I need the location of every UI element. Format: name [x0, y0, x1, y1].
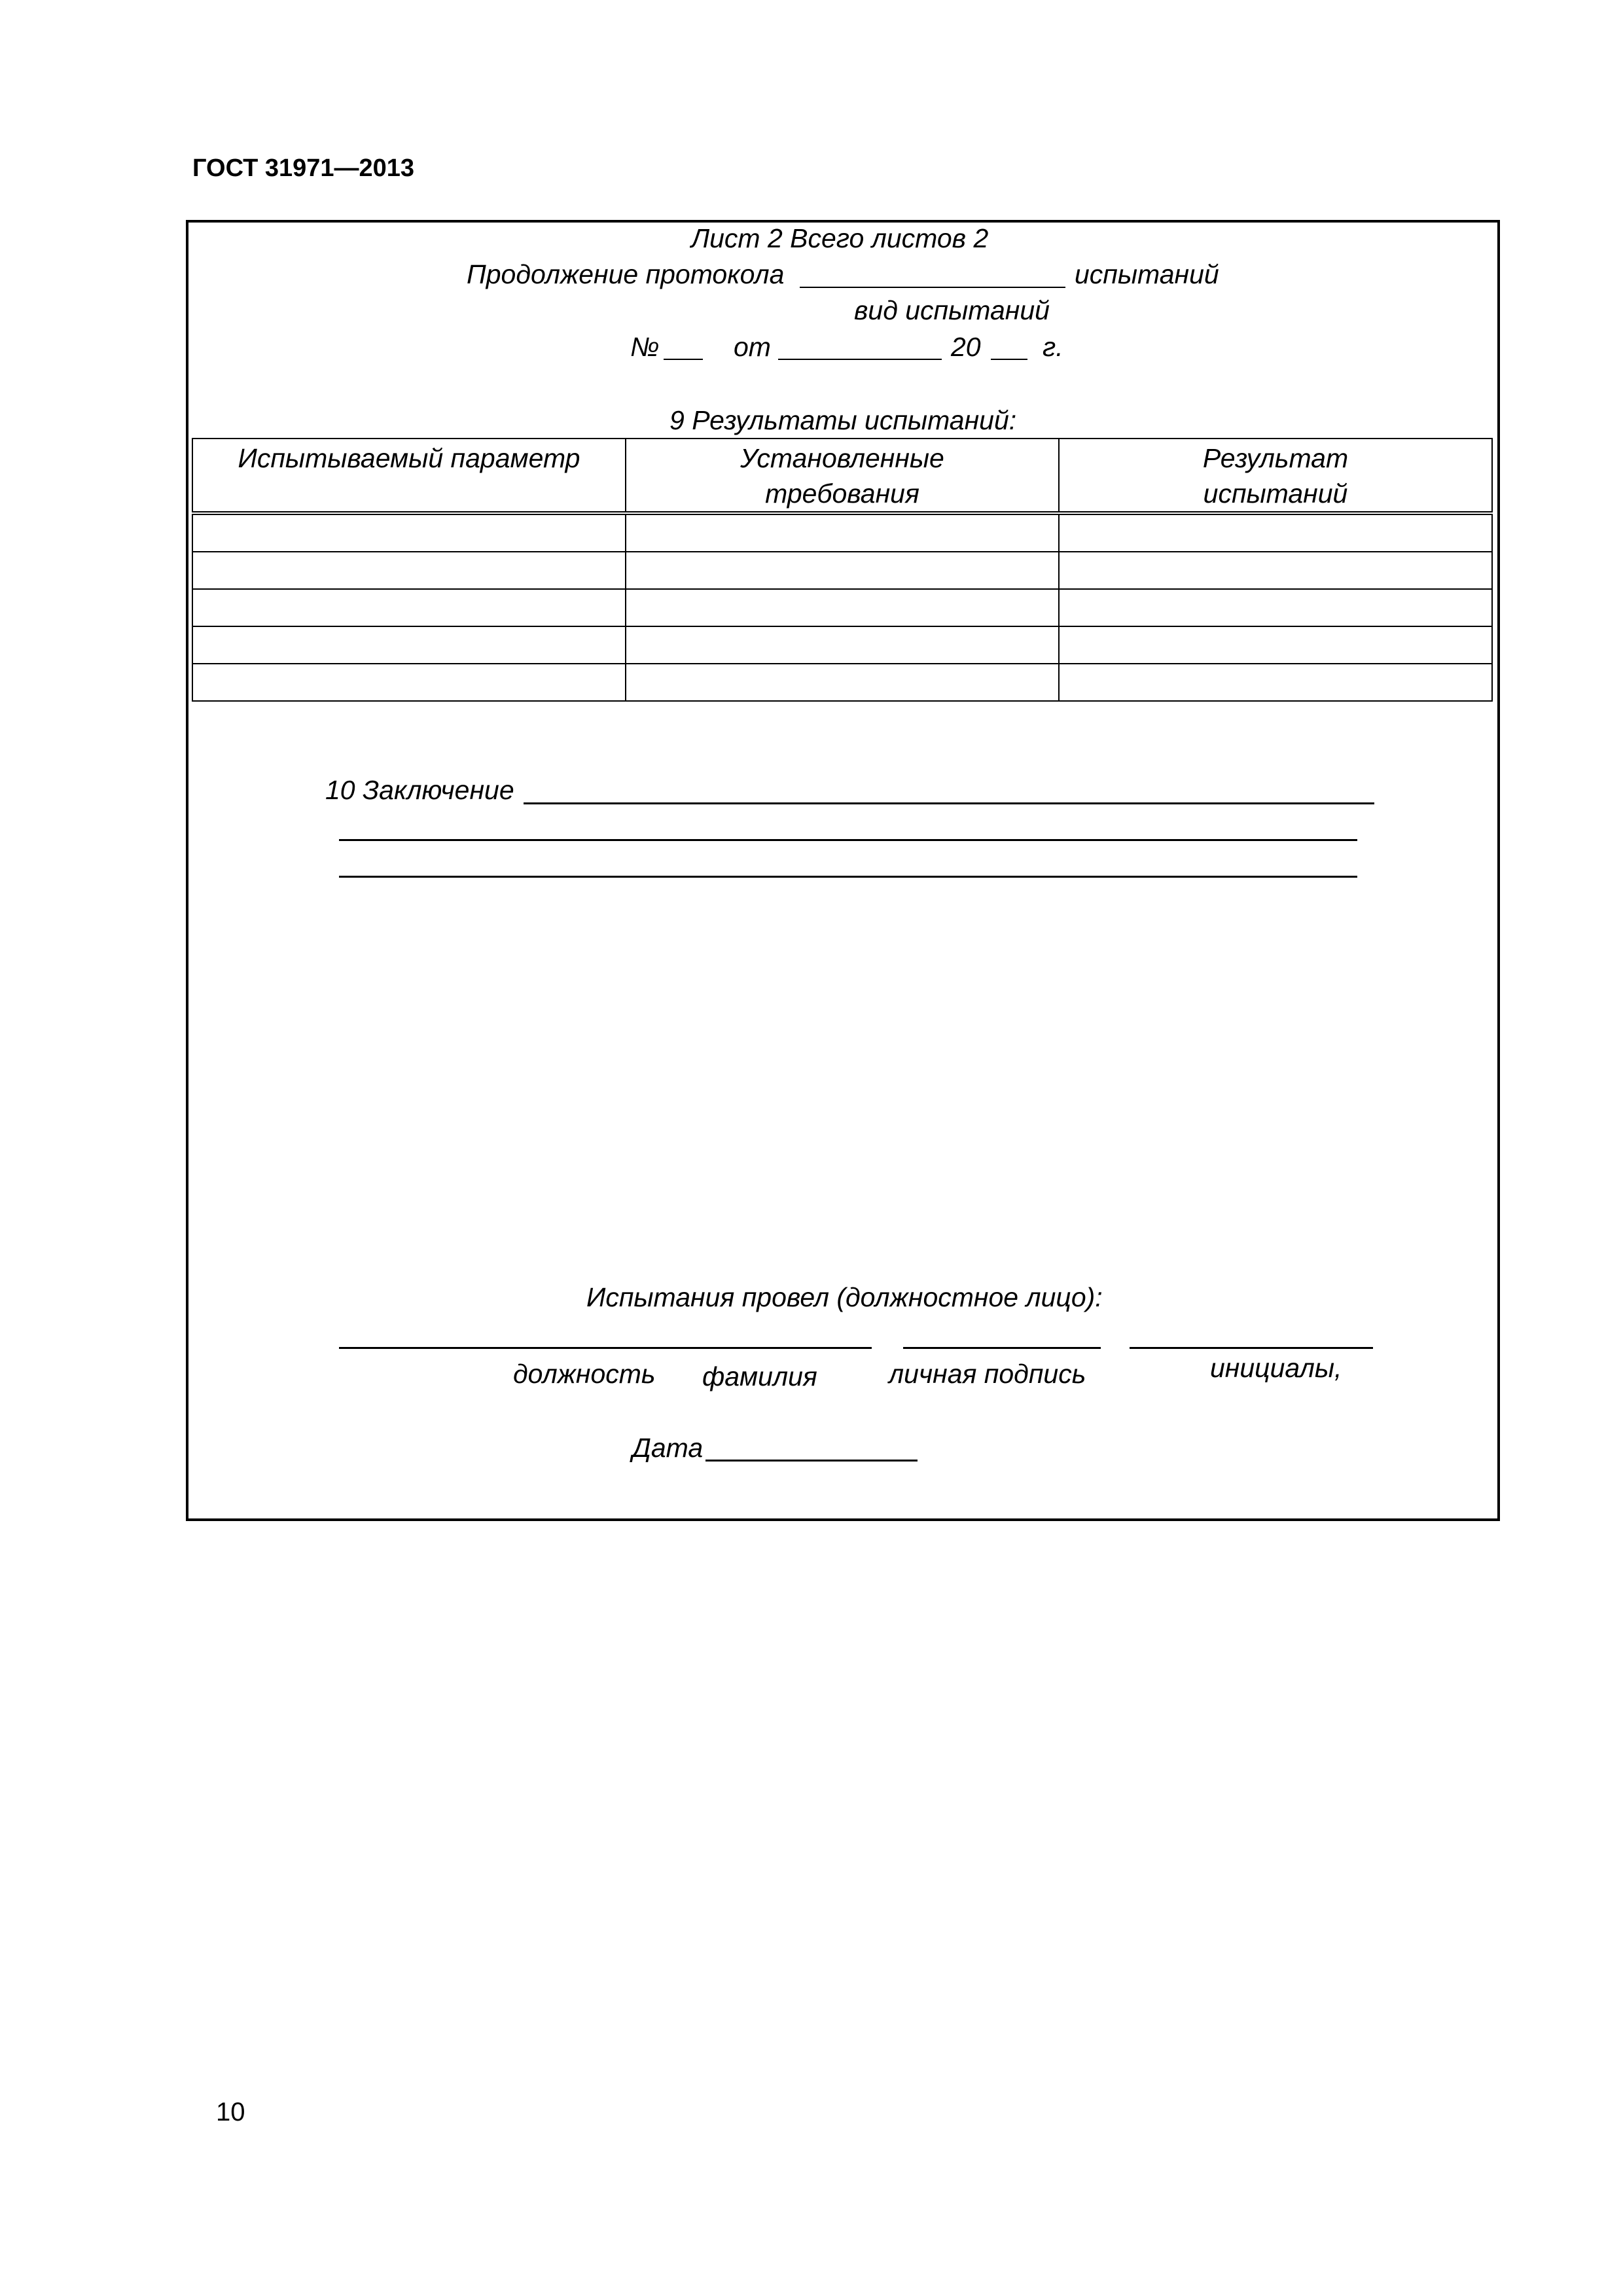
conclusion-label: 10 Заключение [325, 775, 514, 805]
test-type-blank-line [800, 287, 1065, 288]
caption-position: должность [513, 1359, 656, 1389]
conclusion-line-1 [524, 802, 1374, 804]
caption-initials: инициалы, [1210, 1353, 1342, 1383]
results-title: 9 Результаты испытаний: [669, 405, 1017, 435]
caption-surname: фамилия [702, 1361, 817, 1391]
table-row [192, 589, 1492, 626]
table-row [192, 552, 1492, 589]
conclusion-line-2 [339, 839, 1357, 841]
date-label: Дата [632, 1433, 704, 1463]
position-surname-signature-line [339, 1347, 872, 1349]
tester-label: Испытания провел (должностное лицо): [586, 1282, 1103, 1312]
conclusion-line-3 [339, 876, 1357, 878]
date-day-month-blank [778, 359, 942, 360]
column-header-parameter: Испытываемый параметр [192, 439, 626, 513]
table-row [192, 626, 1492, 664]
continuation-label: Продолжение протокола [467, 259, 785, 289]
date-blank-line [705, 1460, 918, 1462]
year-suffix: г. [1043, 332, 1063, 362]
table-header-row [192, 439, 1492, 513]
personal-signature-line [903, 1347, 1101, 1349]
column-header-requirements: Установленные требования [626, 439, 1059, 513]
protocol-number-blank [664, 359, 703, 360]
initials-signature-line [1130, 1347, 1373, 1349]
table-row [192, 513, 1492, 552]
year-blank [991, 359, 1027, 360]
document-code: ГОСТ 31971—2013 [192, 154, 415, 182]
table-row [192, 664, 1492, 701]
year-prefix: 20 [951, 332, 981, 362]
results-table [192, 438, 1493, 702]
number-sign: № [630, 332, 660, 362]
column-header-result: Результат испытаний [1059, 439, 1492, 513]
continuation-suffix: испытаний [1075, 259, 1219, 289]
test-type-caption: вид испытаний [854, 295, 1050, 325]
page-number: 10 [216, 2098, 245, 2126]
from-label: от [734, 332, 771, 362]
caption-signature: личная подпись [889, 1359, 1086, 1389]
sheet-info: Лист 2 Всего листов 2 [691, 223, 989, 253]
